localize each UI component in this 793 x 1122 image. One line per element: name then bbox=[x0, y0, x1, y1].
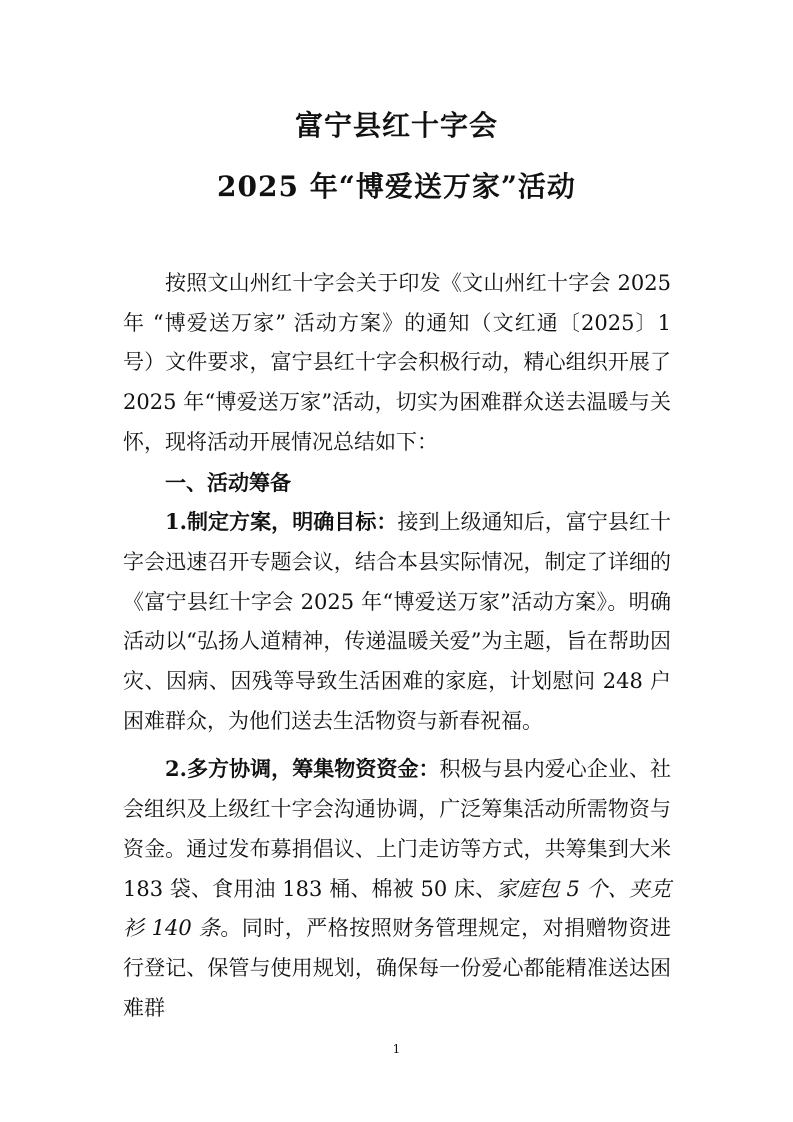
document-title-line-1: 富宁县红十字会 bbox=[294, 109, 498, 142]
item-2-text-b: 。同时，严格按照财务管理规定，对捐赠物资进行登记、保管与使用规划，确保每一份爱心都能精准送达困难群 bbox=[123, 916, 672, 1020]
item-1-paragraph bbox=[123, 502, 671, 741]
item-2-text-italic: 家庭包 5 个、夹克衫 140 条 bbox=[123, 876, 671, 941]
item-1-label: 1.制定方案，明确目标： bbox=[165, 509, 398, 535]
document-body bbox=[123, 264, 671, 1028]
page-number: 1 bbox=[392, 1042, 401, 1056]
document-title-line-2: 2025 年“博爱送万家”活动 bbox=[217, 170, 576, 203]
intro-paragraph: 按照文山州红十字会关于印发《文山州红十字会 2025 年 “博爱送万家” 活动方案》的通知（文红通〔2025〕1 号）文件要求，富宁县红十字会积极行动，精心组织开展了 2025 年“博爱送万家”活动，切实为困难群众送去温暖与关怀，现将活动开展情况总结如下： bbox=[123, 271, 671, 454]
item-2-text-a: 积极与县内爱心企业、社会组织及上级红十字会沟通协调，广泛筹集活动所需物资与资金。通过发布募捐倡议、上门走访等方式，共筹集到大米 183 袋、食用油 183 桶、棉被 50 床、 bbox=[123, 757, 671, 901]
section-heading: 一、活动筹备 bbox=[165, 469, 291, 495]
item-1-text: 接到上级通知后，富宁县红十字会迅速召开专题会议，结合本县实际情况，制定了详细的《富宁县红十字会 2025 年“博爱送万家”活动方案》。明确活动以“弘扬人道精神，传递温暖关爱”为主题，旨在帮助因灾、因病、因残等导致生活困难的家庭，计划慰问 248 户困难群众，为他们送去生活物资与新春祝福。 bbox=[123, 510, 671, 733]
item-2-paragraph bbox=[123, 749, 671, 1028]
item-2-label: 2.多方协调，筹集物资资金： bbox=[165, 756, 440, 782]
